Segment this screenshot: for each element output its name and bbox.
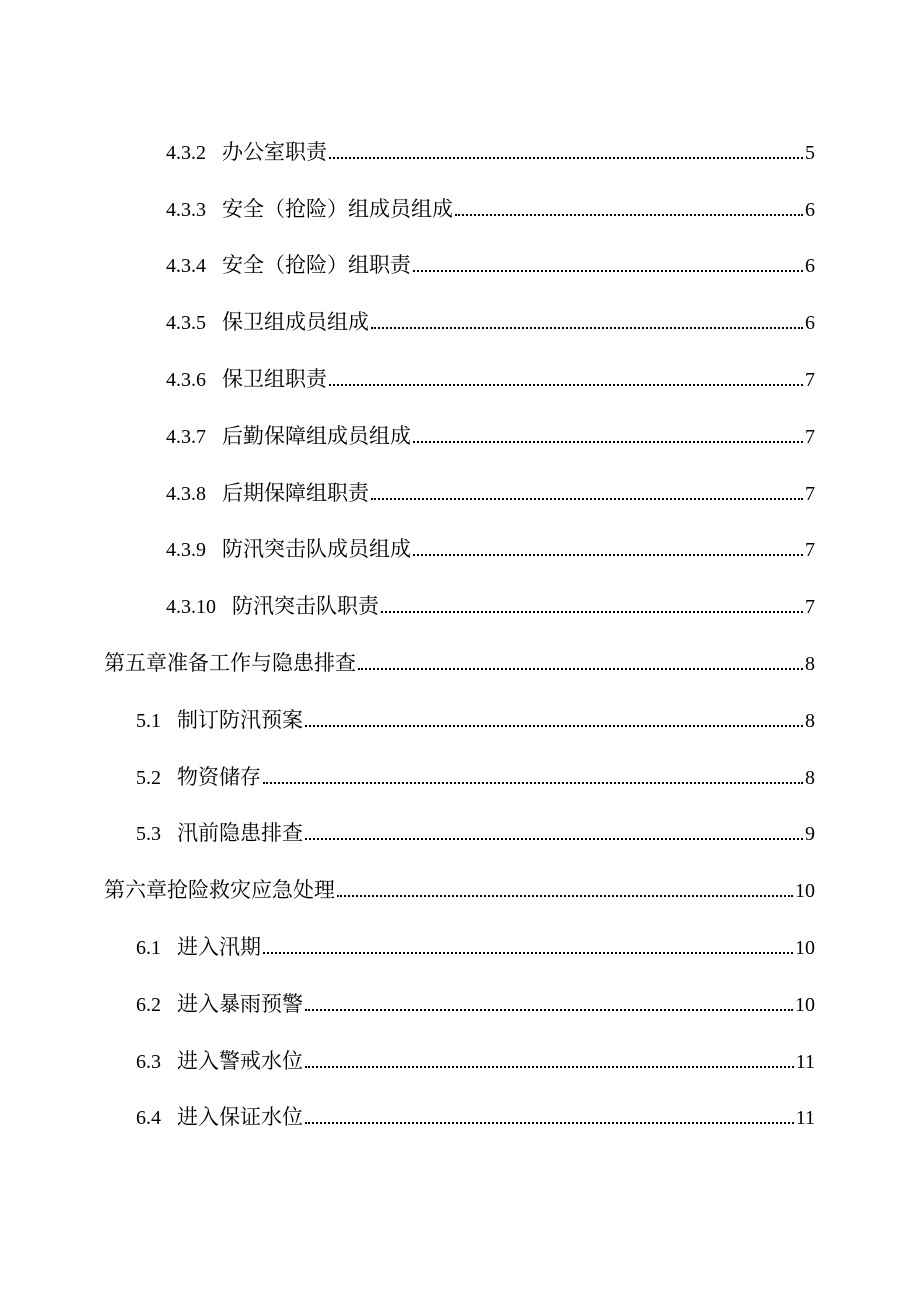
- toc-entry-title: 进入保证水位: [177, 1105, 303, 1130]
- toc-entry-line: [136, 707, 815, 732]
- toc-page-number: 8: [805, 766, 815, 789]
- toc-dot-leader: [455, 214, 803, 216]
- toc-entry-number: 5.2: [136, 766, 161, 789]
- toc-entry-line: [104, 653, 815, 674]
- toc-entry[interactable]: [0, 522, 920, 579]
- toc-page-number: 7: [805, 369, 815, 392]
- toc-entry-number: 6.2: [136, 993, 161, 1016]
- toc-entry[interactable]: [0, 294, 920, 351]
- toc-dot-leader: [305, 1066, 794, 1068]
- toc-entry-number: 4.3.6: [166, 369, 206, 392]
- toc-entry[interactable]: [0, 124, 920, 181]
- toc-entry-line: [136, 991, 815, 1016]
- toc-entry[interactable]: [0, 181, 920, 238]
- toc-entry-number: 4.3.10: [166, 596, 216, 619]
- toc-entry[interactable]: [0, 862, 920, 919]
- toc-page-number: 5: [805, 141, 815, 164]
- toc-entry-number: 4.3.5: [166, 312, 206, 335]
- toc-page-number: 10: [795, 880, 815, 903]
- toc-entry-line: [136, 937, 815, 958]
- toc-entry-title: 保卫组成员组成: [222, 310, 369, 335]
- toc-entry[interactable]: [0, 1033, 920, 1090]
- toc-entry[interactable]: [0, 749, 920, 806]
- toc-entry[interactable]: [0, 578, 920, 635]
- toc-entry-title: 防汛突击队成员组成: [222, 537, 411, 562]
- toc-entry-title: 进入警戒水位: [177, 1048, 303, 1073]
- toc-dot-leader: [337, 895, 793, 897]
- toc-entry-title: 物资储存: [177, 764, 261, 789]
- toc-page-number: 8: [805, 709, 815, 732]
- toc-dot-leader: [305, 1122, 794, 1124]
- toc-page-number: 9: [805, 823, 815, 846]
- toc-entry-number: 4.3.2: [166, 141, 206, 164]
- toc-entry[interactable]: [0, 408, 920, 465]
- toc-entry-line: [166, 312, 815, 333]
- toc-entry-title: 进入暴雨预警: [177, 991, 303, 1016]
- toc-entry[interactable]: [0, 238, 920, 295]
- toc-entry-number: 4.3.3: [166, 198, 206, 221]
- toc-page-number: 6: [805, 255, 815, 278]
- toc-entry-line: [136, 764, 815, 789]
- toc-entry-line: [136, 823, 815, 844]
- toc-page-number: 10: [795, 937, 815, 960]
- toc-entry-line: [166, 480, 815, 505]
- toc-entry[interactable]: [0, 465, 920, 522]
- toc-dot-leader: [371, 498, 803, 500]
- toc-entry-line: [104, 880, 815, 901]
- toc-entry-title: 办公室职责: [222, 139, 327, 164]
- toc-entry-number: 4.3.4: [166, 255, 206, 278]
- toc-dot-leader: [413, 554, 803, 556]
- toc-entry-line: [136, 1048, 815, 1073]
- toc-entry-number: 6.4: [136, 1107, 161, 1130]
- toc-entry-line: [166, 255, 815, 276]
- toc-dot-leader: [358, 668, 803, 670]
- toc-dot-leader: [413, 270, 803, 272]
- toc-entry[interactable]: [0, 976, 920, 1033]
- toc-entry-line: [166, 139, 815, 164]
- toc-entry-line: [166, 423, 815, 448]
- toc-entry-title: 后期保障组职责: [222, 480, 369, 505]
- toc-page-number: 6: [805, 312, 815, 335]
- toc-entry-number: 5.3: [136, 823, 161, 846]
- toc-entry-line: [166, 596, 815, 617]
- toc-page-number: 11: [795, 1107, 815, 1130]
- toc-entry-title: 汛前隐患排查: [177, 821, 303, 846]
- toc-entry[interactable]: [0, 806, 920, 863]
- toc-page-number: 7: [805, 482, 815, 505]
- toc-entry-title: 保卫组职责: [222, 367, 327, 392]
- toc-entry-title: 防汛突击队职责: [232, 594, 379, 619]
- toc-entry-number: 4.3.9: [166, 539, 206, 562]
- toc-page-number: 11: [795, 1050, 815, 1073]
- toc-dot-leader: [329, 384, 803, 386]
- toc-entry[interactable]: [0, 1090, 920, 1147]
- toc-entry-number: 4.3.7: [166, 425, 206, 448]
- toc-entry-title: 安全（抢险）组成员组成: [222, 196, 453, 221]
- toc-dot-leader: [413, 441, 803, 443]
- table-of-contents: [0, 124, 920, 1146]
- toc-dot-leader: [305, 725, 803, 727]
- toc-entry-line: [166, 369, 815, 390]
- toc-dot-leader: [263, 782, 803, 784]
- toc-page-number: 7: [805, 425, 815, 448]
- toc-entry-number: 5.1: [136, 709, 161, 732]
- toc-entry-title: 制订防汛预案: [177, 707, 303, 732]
- toc-entry-title: 第六章抢险救灾应急处理: [104, 878, 335, 903]
- toc-entry[interactable]: [0, 351, 920, 408]
- toc-entry-number: 6.1: [136, 937, 161, 960]
- toc-entry-line: [166, 539, 815, 560]
- toc-entry[interactable]: [0, 919, 920, 976]
- toc-page-number: 10: [795, 993, 815, 1016]
- toc-entry-title: 安全（抢险）组职责: [222, 253, 411, 278]
- toc-entry-title: 进入汛期: [177, 935, 261, 960]
- toc-dot-leader: [263, 952, 793, 954]
- toc-entry-line: [136, 1107, 815, 1128]
- toc-page-number: 6: [805, 198, 815, 221]
- toc-dot-leader: [381, 611, 803, 613]
- toc-entry-title: 第五章准备工作与隐患排查: [104, 651, 356, 676]
- toc-entry-number: 4.3.8: [166, 482, 206, 505]
- toc-entry[interactable]: [0, 635, 920, 692]
- toc-page-number: 8: [805, 653, 815, 676]
- toc-dot-leader: [305, 1009, 793, 1011]
- toc-page-number: 7: [805, 539, 815, 562]
- toc-entry[interactable]: [0, 692, 920, 749]
- toc-entry-number: 6.3: [136, 1050, 161, 1073]
- toc-dot-leader: [329, 157, 803, 159]
- toc-entry-line: [166, 196, 815, 221]
- toc-page-number: 7: [805, 596, 815, 619]
- toc-entry-title: 后勤保障组成员组成: [222, 423, 411, 448]
- toc-dot-leader: [371, 327, 803, 329]
- toc-dot-leader: [305, 838, 803, 840]
